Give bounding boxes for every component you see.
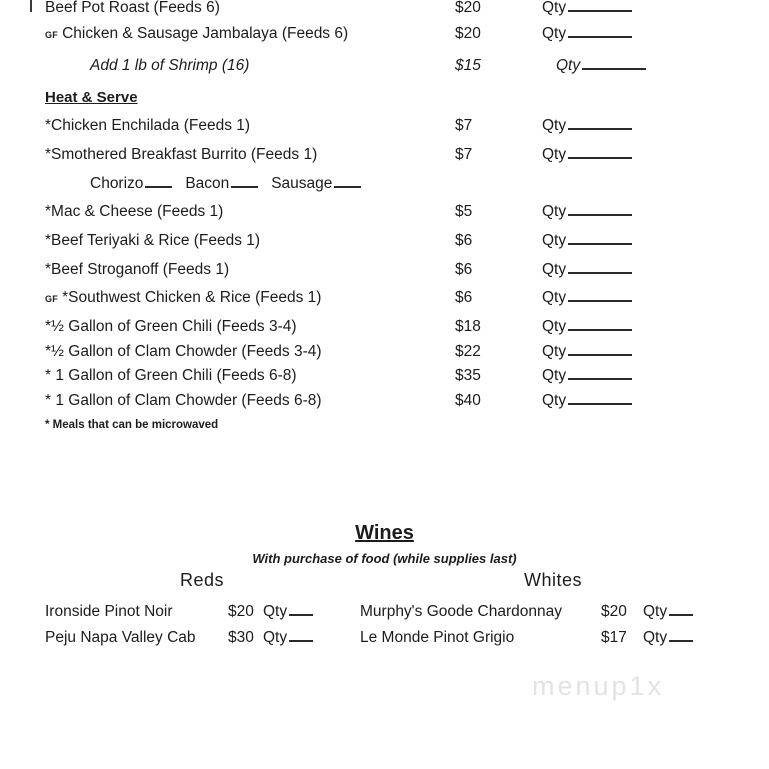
qty-field: Qty [542, 342, 632, 362]
qty-blank [568, 392, 632, 405]
qty-blank [568, 25, 632, 38]
section-title: Heat & Serve [45, 89, 138, 106]
gf-badge: GF [45, 30, 59, 40]
item-price: $22 [455, 343, 481, 360]
wine-row-2 [45, 628, 769, 649]
menu-row-beef-pot-roast [45, 0, 749, 19]
qty-field: Qty [542, 0, 632, 18]
qty-field: Qty [542, 288, 632, 308]
qty-blank [669, 603, 693, 616]
qty-blank [289, 603, 313, 616]
option-bacon: Bacon [185, 175, 258, 192]
qty-blank [568, 0, 632, 12]
wines-subtitle: With purchase of food (while supplies last) [252, 551, 517, 566]
item-price: $7 [455, 146, 473, 163]
wines-section-title: Wines [355, 522, 414, 544]
item-price: $15 [455, 57, 481, 74]
qty-blank [568, 318, 632, 331]
menu-row-chicken-enchilada [45, 116, 749, 137]
qty-field: Qty [263, 628, 313, 648]
wine-name: Peju Napa Valley Cab [45, 629, 196, 646]
qty-blank [568, 261, 632, 274]
menu-row-jambalaya [45, 24, 749, 45]
qty-blank [289, 629, 313, 642]
item-name: GF Chicken & Sausage Jambalaya (Feeds 6) [45, 25, 349, 42]
item-name: *Beef Stroganoff (Feeds 1) [45, 261, 230, 278]
item-price: $5 [455, 203, 473, 220]
qty-field: Qty [542, 391, 632, 411]
menu-row-half-gallon-clam-chowder [45, 342, 749, 363]
menu-row-beef-stroganoff [45, 260, 749, 281]
wine-price: $20 [601, 603, 627, 620]
item-price: $20 [455, 0, 481, 16]
gf-badge: GF [45, 294, 59, 304]
option-blank [231, 175, 258, 188]
wine-name: Ironside Pinot Noir [45, 603, 173, 620]
menu-row-gallon-green-chili [45, 366, 749, 387]
microwave-note: * Meals that can be microwaved [45, 419, 219, 431]
qty-blank [568, 146, 632, 159]
burrito-options-row [45, 174, 749, 195]
qty-blank [582, 57, 646, 70]
qty-blank [568, 343, 632, 356]
qty-field: Qty [542, 231, 632, 251]
qty-field: Qty [542, 116, 632, 136]
item-name: *½ Gallon of Green Chili (Feeds 3-4) [45, 318, 297, 335]
menu-row-beef-teriyaki [45, 231, 749, 252]
qty-field: Qty [643, 602, 693, 622]
item-name: Beef Pot Roast (Feeds 6) [45, 0, 220, 16]
item-name: *½ Gallon of Clam Chowder (Feeds 3-4) [45, 343, 322, 360]
qty-blank [568, 367, 632, 380]
item-name: *Smothered Breakfast Burrito (Feeds 1) [45, 146, 318, 163]
item-price: $35 [455, 367, 481, 384]
menu-row-southwest-chicken [45, 288, 749, 309]
item-price: $18 [455, 318, 481, 335]
qty-field: Qty [263, 602, 313, 622]
item-name: *Beef Teriyaki & Rice (Feeds 1) [45, 232, 261, 249]
qty-field: Qty [542, 202, 632, 222]
qty-field: Qty [556, 56, 646, 76]
menu-row-gallon-clam-chowder [45, 391, 749, 412]
wine-price: $30 [228, 629, 254, 646]
option-blank [145, 175, 172, 188]
qty-field: Qty [542, 317, 632, 337]
qty-field: Qty [542, 24, 632, 44]
menu-row-mac-and-cheese [45, 202, 749, 223]
whites-column-header: Whites [524, 570, 583, 590]
reds-column-header: Reds [180, 570, 225, 590]
wine-price: $20 [228, 603, 254, 620]
qty-blank [568, 117, 632, 130]
option-sausage: Sausage [271, 175, 361, 192]
menu-row-addon-shrimp [45, 56, 749, 77]
qty-blank [568, 203, 632, 216]
item-price: $40 [455, 392, 481, 409]
qty-field: Qty [542, 366, 632, 386]
wine-price: $17 [601, 629, 627, 646]
menupix-watermark: menup1x [532, 671, 665, 701]
qty-field: Qty [643, 628, 693, 648]
qty-field: Qty [542, 145, 632, 165]
item-name: *Chicken Enchilada (Feeds 1) [45, 117, 251, 134]
item-price: $6 [455, 261, 473, 278]
item-name: * 1 Gallon of Clam Chowder (Feeds 6-8) [45, 392, 322, 409]
qty-blank [568, 289, 632, 302]
qty-blank [568, 232, 632, 245]
menu-row-breakfast-burrito [45, 145, 749, 166]
wine-name: Le Monde Pinot Grigio [360, 629, 515, 646]
wine-row-1 [45, 602, 769, 623]
item-name: * 1 Gallon of Green Chili (Feeds 6-8) [45, 367, 297, 384]
item-name: GF *Southwest Chicken & Rice (Feeds 1) [45, 289, 322, 306]
item-name: *Mac & Cheese (Feeds 1) [45, 203, 224, 220]
qty-field: Qty [542, 260, 632, 280]
menu-row-half-gallon-green-chili [45, 317, 749, 338]
item-name: Add 1 lb of Shrimp (16) [90, 57, 250, 74]
option-blank [334, 175, 361, 188]
option-chorizo: Chorizo [90, 175, 172, 192]
burrito-options [90, 174, 361, 194]
cropped-border-remnant [30, 0, 32, 12]
item-price: $6 [455, 232, 473, 249]
qty-blank [669, 629, 693, 642]
wine-name: Murphy's Goode Chardonnay [360, 603, 562, 620]
item-price: $6 [455, 289, 473, 306]
item-price: $20 [455, 25, 481, 42]
section-heading-heat-and-serve [45, 88, 749, 109]
item-price: $7 [455, 117, 473, 134]
